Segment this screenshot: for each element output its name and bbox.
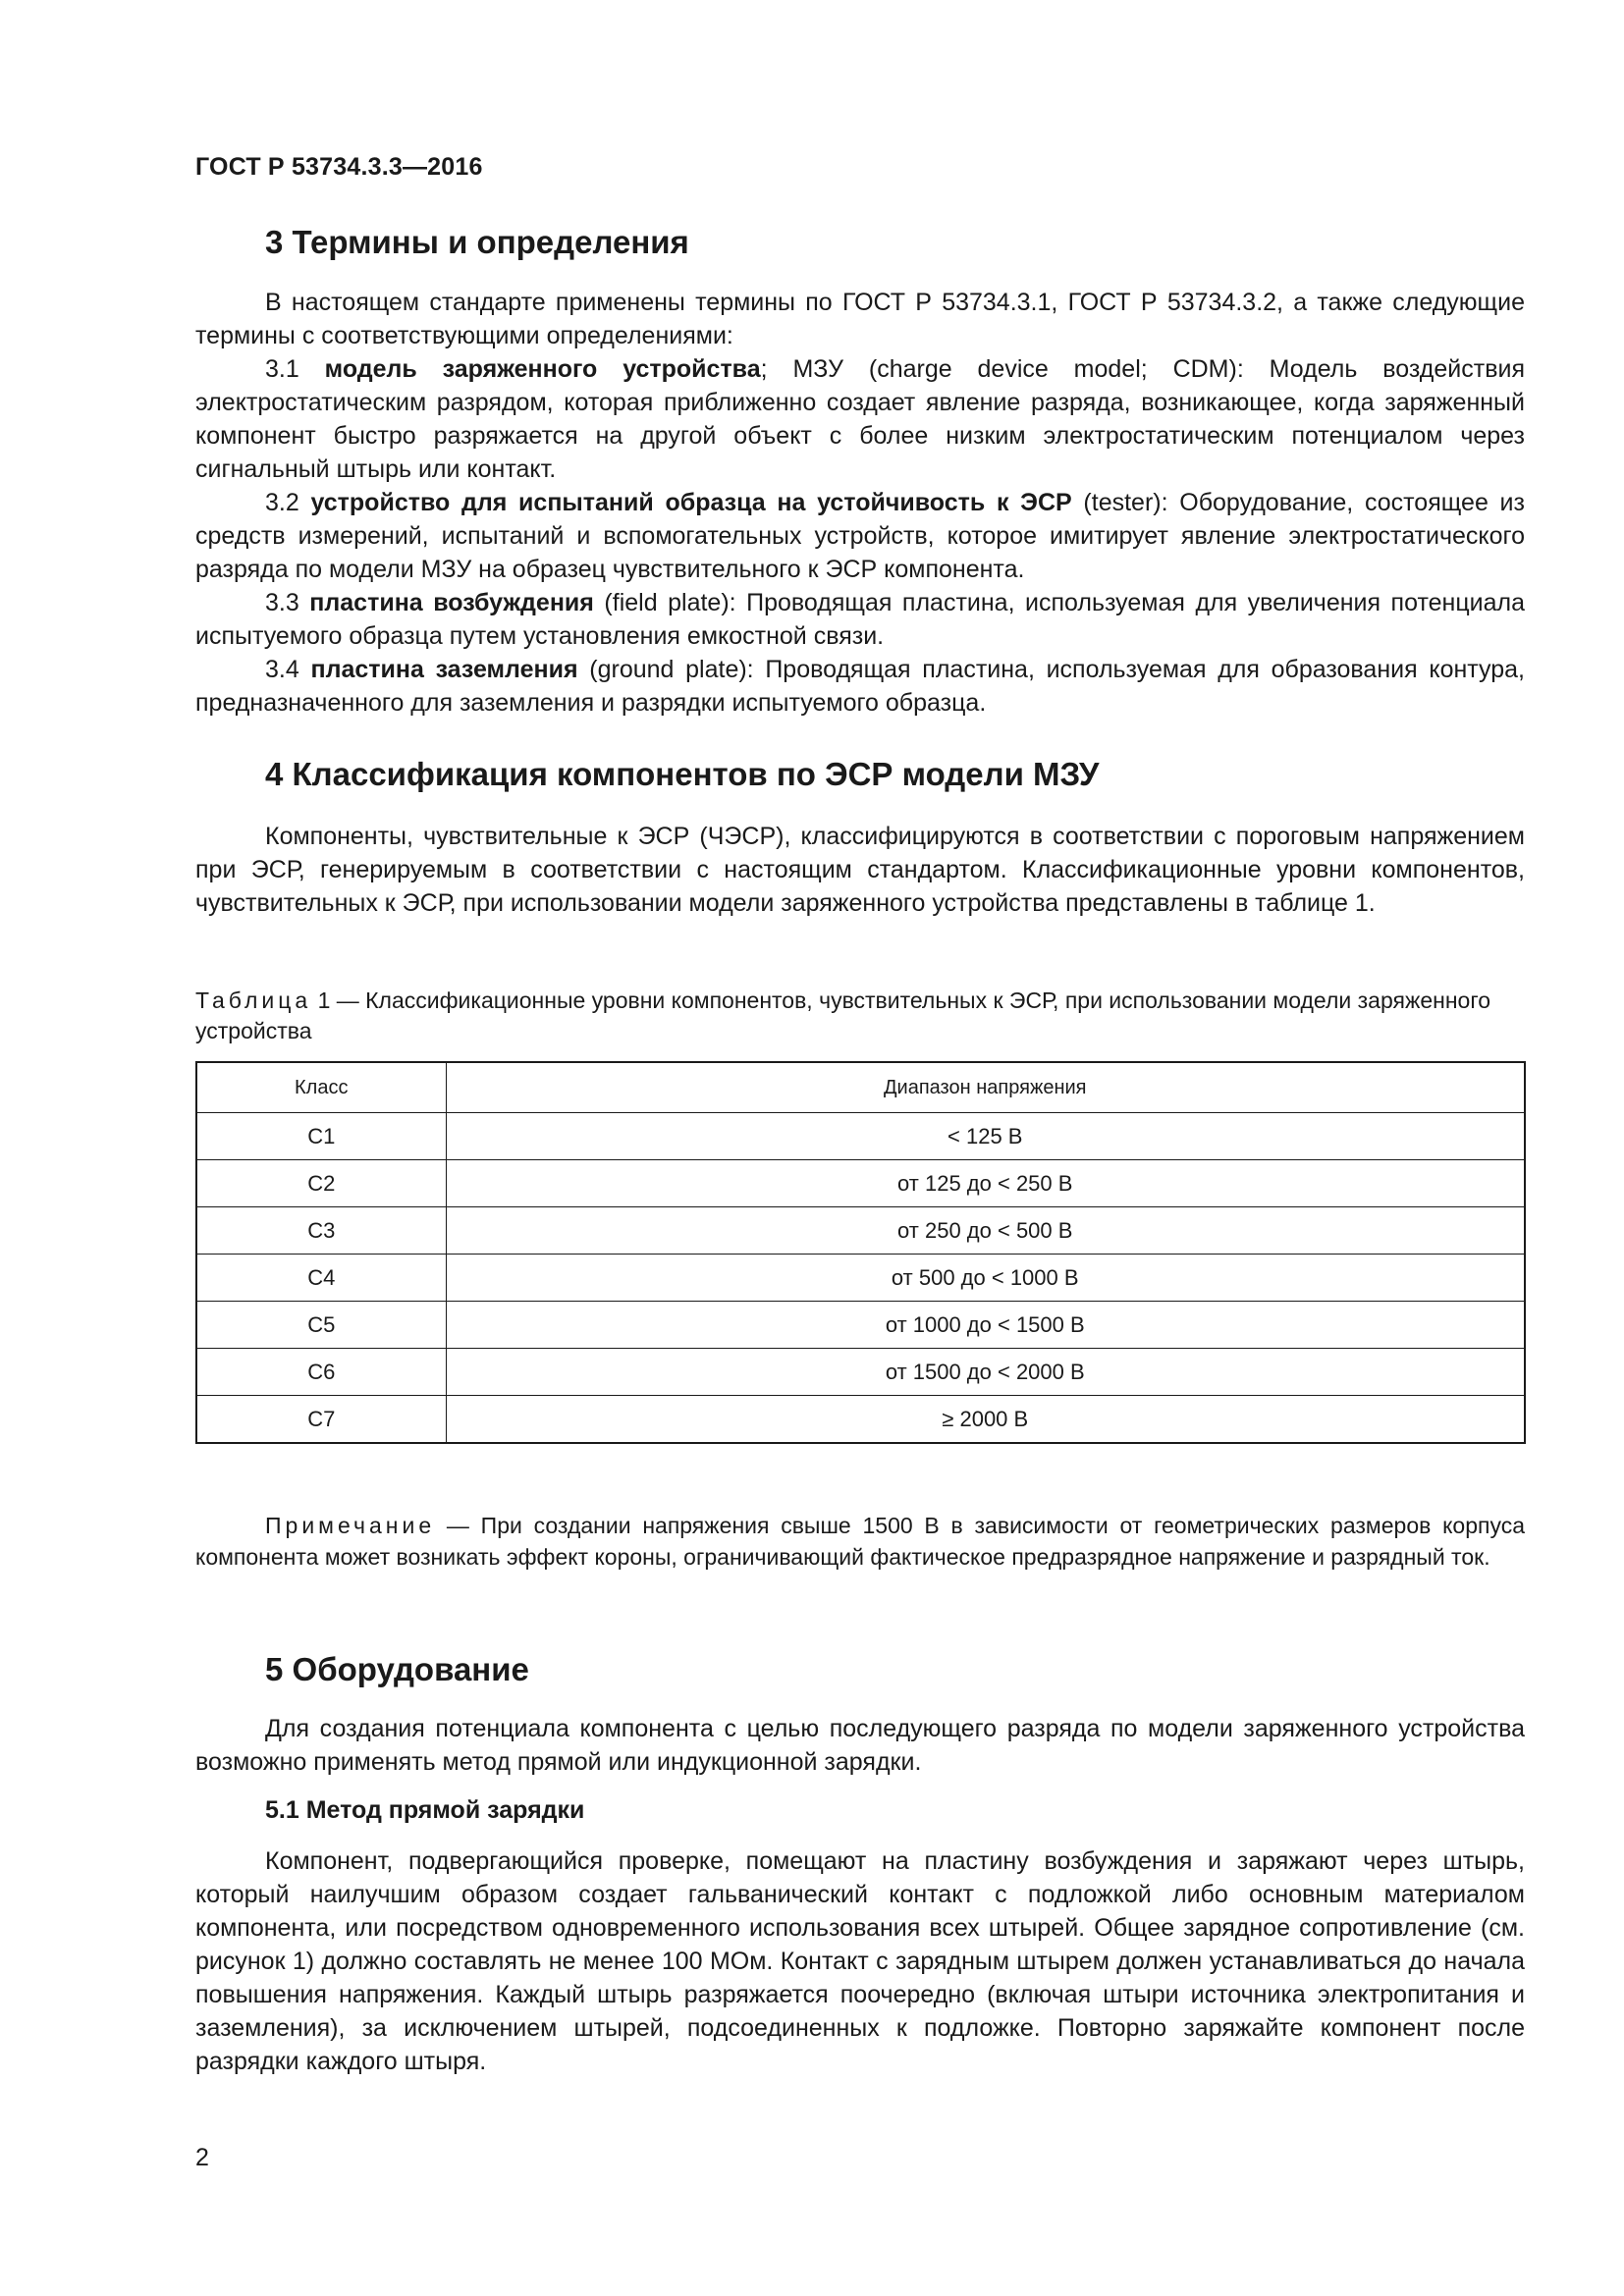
subsection-5-1-body: Компонент, подвергающийся проверке, помещают на пластину возбуждения и заряжают через штырь, который наилучшим образом создает гальванический контакт с подложкой либо основным материалом компонента, или посредством одновременного использования всех штырей. Общее зарядное сопротивление (см. рисунок 1) должно составлять не менее 100 МОм. Контакт с зарядным штырем должен устанавливаться до начала повышения напряжения. Каждый штырь разряжается поочередно (включая штыри источника электропитания и заземления), за исключением штырей, подсоединенных к подложке. Повторно заряжайте компонент после разрядки каждого штыря.	[195, 1847, 1525, 2075]
table-row	[196, 1207, 1525, 1255]
voltage-range-cell: от 125 до < 250 В	[446, 1160, 1525, 1207]
voltage-range-cell: ≥ 2000 В	[446, 1396, 1525, 1444]
section-3-intro: В настоящем стандарте применены термины по ГОСТ Р 53734.3.1, ГОСТ Р 53734.3.2, а также следующие термины с соответствующими определениями:	[195, 289, 1525, 349]
column-header-voltage-range: Диапазон напряжения	[446, 1062, 1525, 1113]
class-cell: C3	[196, 1207, 446, 1255]
term-3-1: 3.1 модель заряженного устройства; МЗУ (charge device model; CDM): Модель воздействия электростатическим разрядом, которая приближенно создает явление разряда, возникающее, когда заряженный компонент быстро разряжается на другой объект с более низким электростатическим потенциалом через сигнальный штырь или контакт.	[195, 355, 1525, 483]
voltage-range-cell: от 1000 до < 1500 В	[446, 1302, 1525, 1349]
table-row	[196, 1113, 1525, 1160]
table-1-note: Примечание — При создании напряжения свыше 1500 В в зависимости от геометрических размеров корпуса компонента может возникать эффект короны, ограничивающий фактическое предразрядное напряжение и разрядный ток.	[195, 1513, 1525, 1570]
class-cell: C2	[196, 1160, 446, 1207]
voltage-range-cell: < 125 В	[446, 1113, 1525, 1160]
table-header-row	[196, 1062, 1525, 1113]
table-row	[196, 1396, 1525, 1444]
table-row	[196, 1349, 1525, 1396]
section-4-title: 4 Классификация компонентов по ЭСР модели МЗУ	[265, 756, 1100, 792]
section-3-title: 3 Термины и определения	[265, 224, 689, 260]
class-cell: C5	[196, 1302, 446, 1349]
term-3-2: 3.2 устройство для испытаний образца на устойчивость к ЭСР (tester): Оборудование, состоящее из средств измерений, испытаний и вспомогательных устройств, которое имитирует явление электростатического разряда по модели МЗУ на образец чувствительного к ЭСР компонента.	[195, 489, 1525, 583]
class-cell: C1	[196, 1113, 446, 1160]
page-number: 2	[195, 2144, 209, 2171]
column-header-class: Класс	[196, 1062, 446, 1113]
table-row	[196, 1302, 1525, 1349]
class-cell: C7	[196, 1396, 446, 1444]
subsection-5-1-title: 5.1 Метод прямой зарядки	[265, 1796, 585, 1824]
section-5-body: Для создания потенциала компонента с целью последующего разряда по модели заряженного устройства возможно применять метод прямой или индукционной зарядки.	[195, 1715, 1525, 1776]
term-3-3: 3.3 пластина возбуждения (field plate): Проводящая пластина, используемая для увеличения потенциала испытуемого образца путем установления емкостной связи.	[195, 589, 1526, 650]
section-4-body: Компоненты, чувствительные к ЭСР (ЧЭСР), классифицируются в соответствии с пороговым напряжением при ЭСР, генерируемым в соответствии с настоящим стандартом. Классификационные уровни компонентов, чувствительных к ЭСР, при использовании модели заряженного устройства представлены в таблице 1.	[195, 823, 1525, 917]
voltage-range-cell: от 500 до < 1000 В	[446, 1255, 1525, 1302]
class-cell: C6	[196, 1349, 446, 1396]
table-row	[196, 1160, 1525, 1207]
section-5-title: 5 Оборудование	[265, 1651, 529, 1687]
voltage-range-cell: от 1500 до < 2000 В	[446, 1349, 1525, 1396]
document-header: ГОСТ Р 53734.3.3—2016	[195, 153, 483, 181]
voltage-range-cell: от 250 до < 500 В	[446, 1207, 1525, 1255]
class-cell: C4	[196, 1255, 446, 1302]
table-1-caption: Таблица 1 — Классификационные уровни компонентов, чувствительных к ЭСР, при использовании модели заряженного устройства	[195, 988, 1490, 1043]
term-3-4: 3.4 пластина заземления (ground plate): Проводящая пластина, используемая для образования контура, предназначенного для заземления и разрядки испытуемого образца.	[195, 656, 1525, 717]
table-row	[196, 1255, 1525, 1302]
classification-table	[195, 1061, 1526, 1444]
